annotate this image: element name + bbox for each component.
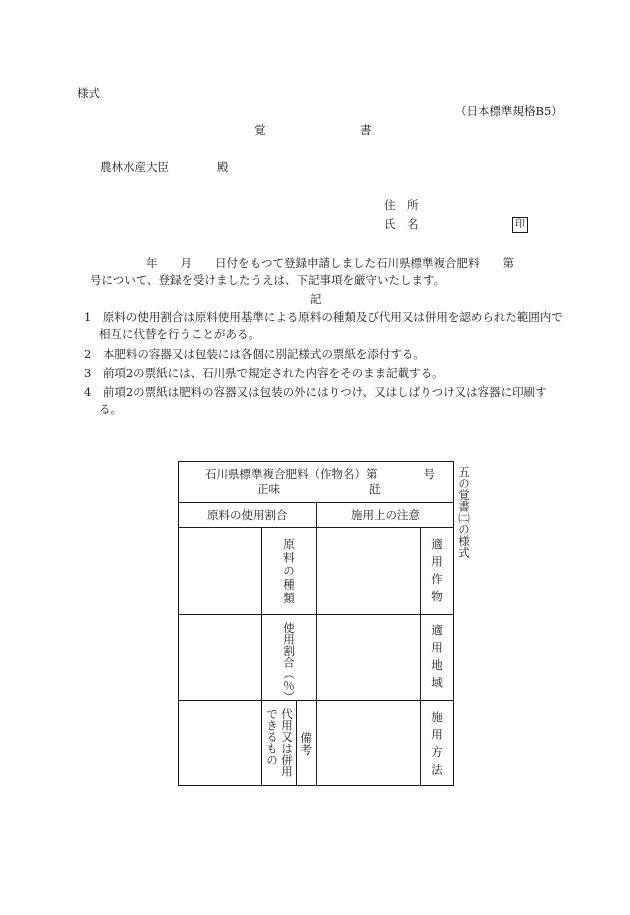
table-header-line-1: 石川県標準複合肥料（作物名）第 号 [205,467,435,481]
column-header-application-notes: 施用上の注意 [351,508,420,522]
row-label-substitutes-b: できるもの [265,708,279,766]
divider [420,527,421,786]
honorific: 殿 [217,160,229,174]
side-caption: 五の覚書㈡の様式 [457,466,471,558]
row-label-applicable-crops: 適用作物 [430,538,444,608]
form-label: 様式 [77,86,100,100]
row-label-usage-ratio: 使用割合（％） [282,622,296,703]
table-header-net-label: 正味 [257,482,280,496]
divider [261,527,262,786]
paper-size-note: （日本標準規格B5） [455,104,563,118]
row-label-substitutes-a: 代用又は併用 [280,708,294,777]
list-item-1: 1 原料の使用割合は原料使用基準による原料の種類及び代用又は併用を認められた範囲内で相互に代替を行うことがある。 [84,310,563,341]
row-label-remarks: 備考 [299,732,313,755]
name-label: 氏 名 [384,217,419,231]
address-label: 住 所 [384,198,419,212]
list-item-3: 3 前項2の票紙には、石川県で規定された内容をそのまま記載する。 [84,366,444,380]
list-item-4: 4 前項2の票紙は肥料の容器又は包装の外にはりつけ、又はしばりつけ又は容器に印刷する。 [84,385,547,416]
seal-mark: 印 [512,217,528,233]
label-form-table [178,461,454,786]
paragraph-line-1: 年 月 日付をもつて登録申請しました石川県標準複合肥料 第 [146,256,514,270]
table-header-net-unit: 瓩 [369,482,381,496]
divider [316,502,317,786]
title-char-2: 書 [360,123,372,137]
divider [296,700,297,786]
row-label-material-type: 原料の種類 [282,538,296,606]
row-label-applicable-regions: 適用地域 [430,624,444,694]
title-char-1: 覚 [254,123,266,137]
addressee: 農林水産大臣 [100,160,169,174]
row-label-application-method: 施用方法 [430,711,444,781]
ki-heading: 記 [310,292,322,306]
list-item-2: 2 本肥料の容器又は包装には各個に別記様式の票紙を添付する。 [84,347,425,361]
paragraph-line-2: 号について、登録を受けましたうえは、下記事項を厳守いたします。 [90,273,446,287]
column-header-usage-ratio: 原料の使用割合 [207,508,288,522]
